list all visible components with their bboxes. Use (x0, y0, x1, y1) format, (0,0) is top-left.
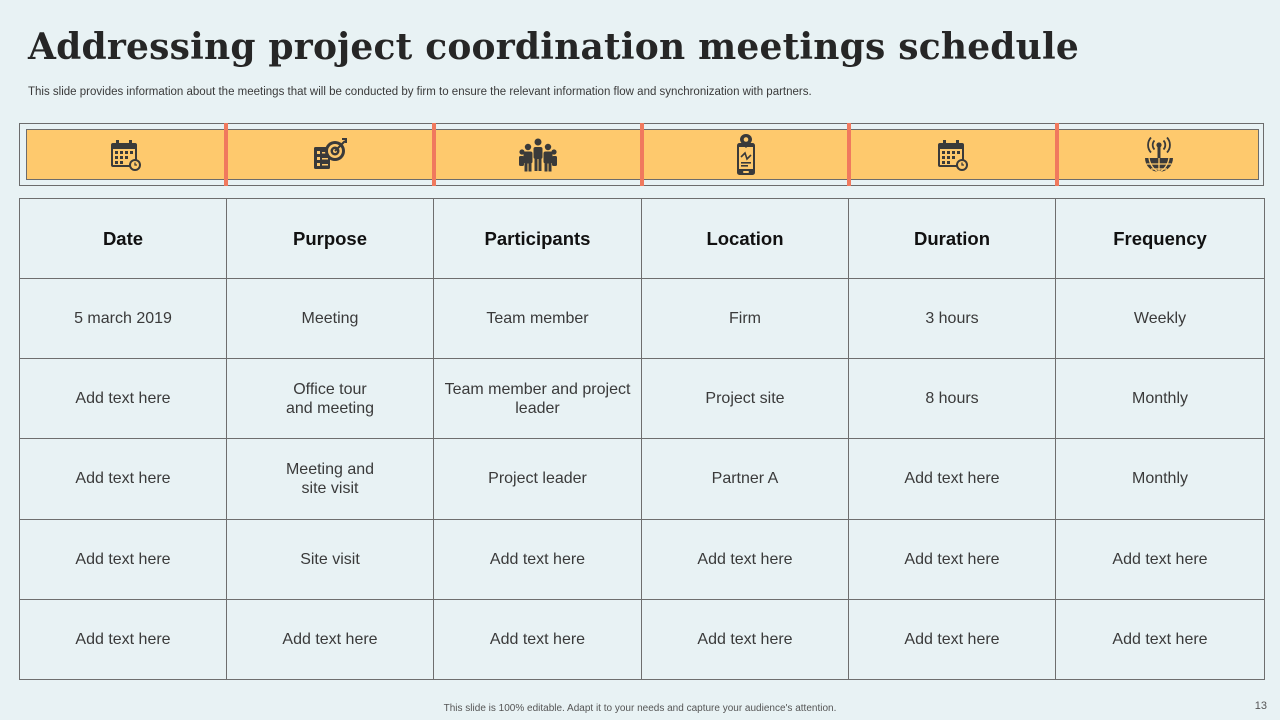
cell-purpose: Office tour and meeting (227, 359, 434, 439)
cell-purpose: Meeting and site visit (227, 439, 434, 519)
cell-duration: Add text here (849, 519, 1056, 599)
network-globe-icon (1059, 130, 1258, 179)
column-header-location: Location (642, 199, 849, 279)
cell-duration: 8 hours (849, 359, 1056, 439)
cell-duration: 3 hours (849, 279, 1056, 359)
cell-location: Add text here (642, 519, 849, 599)
slide-title: Addressing project coordination meetings schedule (28, 26, 1080, 68)
cell-frequency: Monthly (1056, 359, 1265, 439)
table-row (20, 599, 1265, 679)
table-row (20, 439, 1265, 519)
table-row (20, 359, 1265, 439)
cell-frequency: Monthly (1056, 439, 1265, 519)
cell-date: 5 march 2019 (20, 279, 227, 359)
cell-participants: Team member (434, 279, 642, 359)
cell-location: Firm (642, 279, 849, 359)
target-checklist-icon (228, 130, 432, 179)
column-header-participants: Participants (434, 199, 642, 279)
cell-participants: Add text here (434, 519, 642, 599)
cell-location: Add text here (642, 599, 849, 679)
cell-duration: Add text here (849, 439, 1056, 519)
cell-date: Add text here (20, 519, 227, 599)
table-header-row (20, 199, 1265, 279)
table-row (20, 279, 1265, 359)
column-header-duration: Duration (849, 199, 1056, 279)
cell-location: Project site (642, 359, 849, 439)
cell-purpose: Meeting (227, 279, 434, 359)
cell-date: Add text here (20, 599, 227, 679)
cell-frequency: Weekly (1056, 279, 1265, 359)
cell-date: Add text here (20, 359, 227, 439)
mobile-location-icon (644, 130, 847, 179)
cell-frequency: Add text here (1056, 599, 1265, 679)
column-header-frequency: Frequency (1056, 199, 1265, 279)
table-row (20, 519, 1265, 599)
column-header-date: Date (20, 199, 227, 279)
cell-location: Partner A (642, 439, 849, 519)
cell-participants: Team member and project leader (434, 359, 642, 439)
cell-frequency: Add text here (1056, 519, 1265, 599)
calendar-icon (851, 130, 1055, 179)
cell-purpose: Site visit (227, 519, 434, 599)
cell-date: Add text here (20, 439, 227, 519)
meetings-schedule-table (19, 198, 1265, 680)
slide-subtitle: This slide provides information about the meetings that will be conducted by firm to ensure the relevant information flow and synchronization with partners. (28, 86, 812, 98)
cell-duration: Add text here (849, 599, 1056, 679)
icon-strip (26, 129, 1259, 180)
cell-participants: Add text here (434, 599, 642, 679)
team-icon (436, 130, 640, 179)
cell-purpose: Add text here (227, 599, 434, 679)
calendar-icon (27, 130, 224, 179)
column-header-purpose: Purpose (227, 199, 434, 279)
slide-footer: This slide is 100% editable. Adapt it to your needs and capture your audience's attention. (443, 703, 837, 714)
cell-participants: Project leader (434, 439, 642, 519)
page-number: 13 (1254, 700, 1267, 712)
